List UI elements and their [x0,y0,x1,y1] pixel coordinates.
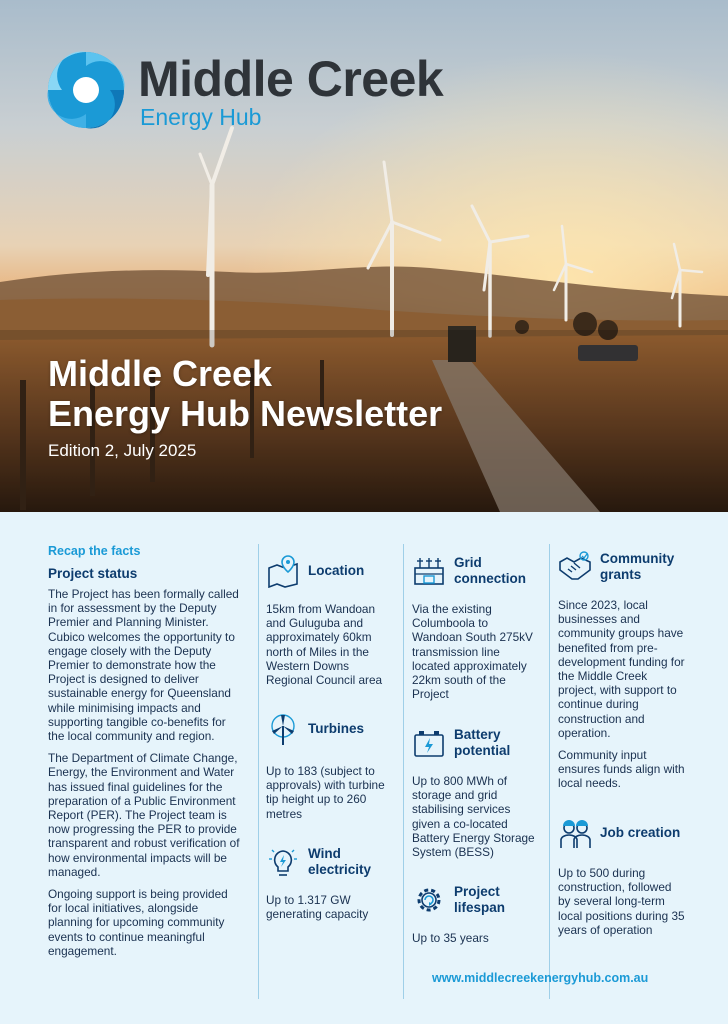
gear-cycle-icon [412,883,446,917]
fact-grid-connection [412,554,540,701]
logo-name: Middle Creek [138,51,444,107]
status-paragraph: The Project has been formally called in for assessment by the Deputy Premier and Planning Minister. Cubico welcomes the opportunity to engage closely with the Deputy Premier to demonstrate how the Project is designed to deliver sustainable energy for Queensland while minimising impacts and supporting tangible co-benefits for the local community and region. [48,587,239,744]
community-grants-body: Since 2023, local businesses and community groups have benefited from pre-development funding for the Middle Creek project, with support to continue during construction and operation. [558,598,685,740]
recap-column [48,544,244,966]
fact-turbines [266,712,394,821]
lightbulb-icon [266,845,300,879]
lifespan-title: Project lifespan [454,884,506,915]
workers-icon [558,816,592,850]
newsletter-title [48,354,442,434]
fact-battery [412,726,540,859]
job-creation-title: Job creation [600,825,681,840]
community-grants-body-2: Community input ensures funds align with local needs. [558,748,685,791]
title-line-2: Energy Hub Newsletter [48,393,443,434]
website-link[interactable]: www.middlecreekenergyhub.com.au [432,971,649,985]
content-area [0,512,728,1024]
map-pin-icon [266,554,300,588]
column-divider [403,544,404,999]
fact-location [266,554,394,687]
status-paragraph: Ongoing support is being provided for local initiatives, alongside planning for upcoming community events to continue meaningful engagement. [48,887,228,958]
location-title: Location [308,563,365,578]
fact-job-creation [558,816,686,937]
title-line-1: Middle Creek [48,353,273,394]
wind-electricity-title: Wind electricity [308,846,372,877]
turbines-title: Turbines [308,721,365,736]
wind-turbine-icon [266,712,300,746]
edition-label: Edition 2, July 2025 [48,441,197,460]
project-status-heading: Project status [48,566,138,581]
battery-body: Up to 800 MWh of storage and grid stabilising services given a co-located Battery Energy Storage System (BESS) [412,774,535,860]
lifespan-body: Up to 35 years [412,931,489,945]
status-paragraph: The Department of Climate Change, Energy, the Environment and Water has issued final guidelines for the preparation of a Public Environment Report (PER). The Project team is now progressing the PER to provide transparent and robust verification of how environmental impacts will be managed. [48,751,240,879]
handshake-icon [558,550,592,584]
fact-wind-electricity [266,845,394,921]
fact-lifespan [412,883,540,945]
wind-electricity-body: Up to 1.317 GW generating capacity [266,893,369,922]
grid-connection-title: Grid connection [454,555,527,586]
location-body: 15km from Wandoan and Guluguba and approximately 60km north of Miles in the Western Downs Regional Council area [266,602,383,688]
column-divider [549,544,550,999]
battery-title: Battery potential [454,727,511,758]
turbines-body: Up to 183 (subject to approvals) with turbine tip height up to 260 metres [266,764,385,821]
substation-icon [412,554,446,588]
community-grants-title: Community grants [600,551,675,582]
fact-community-grants [558,550,686,791]
logo [44,48,443,132]
grid-connection-body: Via the existing Columboola to Wandoan South 275kV transmission line located approximately 22km south of the Project [412,602,533,702]
logo-subtitle: Energy Hub [140,104,262,130]
job-creation-body: Up to 500 during construction, followed by several long-term local positions during 35 years of operation [558,866,685,937]
swirl-logo-icon [44,48,128,132]
recap-heading: Recap the facts [48,544,141,558]
column-divider [258,544,259,999]
battery-icon [412,726,446,760]
